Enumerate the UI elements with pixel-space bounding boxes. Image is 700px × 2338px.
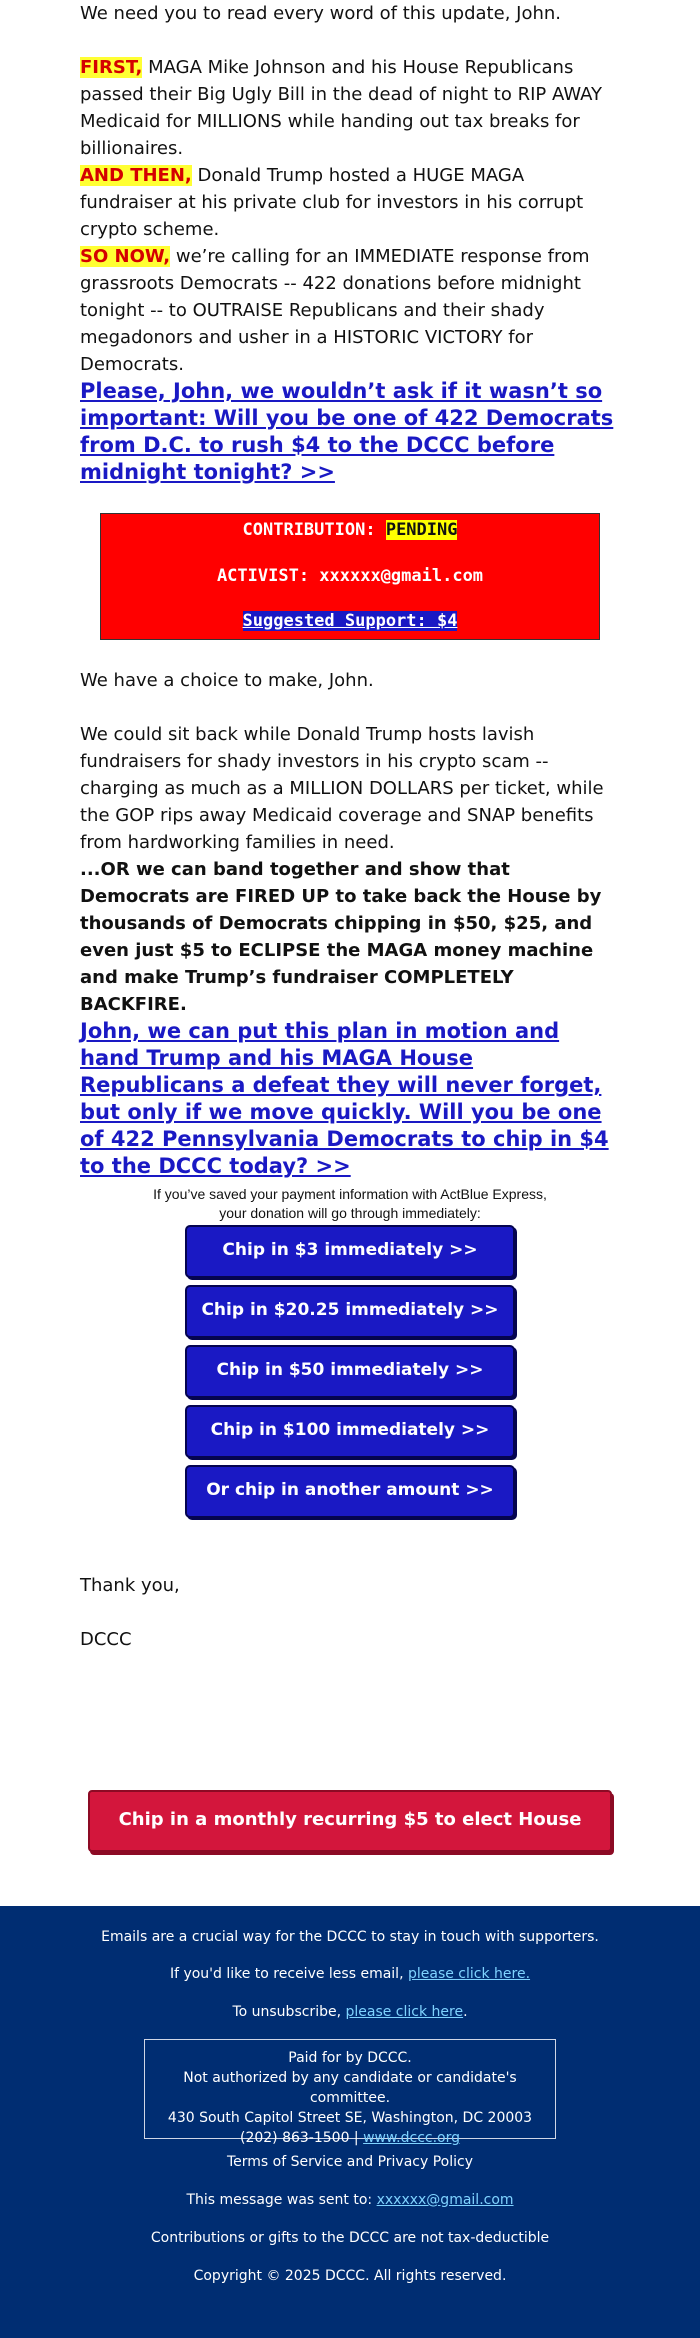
terms-privacy-link[interactable]: Terms of Service and Privacy Policy: [226, 2154, 473, 2170]
chip-50-button[interactable]: Chip in $50 immediately >>: [185, 1345, 515, 1398]
now-text: we’re calling for an IMMEDIATE response from grassroots Democrats -- 422 donations before midnight tonight -- to OUTRAISE Republicans and their shady megadonors and usher in a HISTORIC VICTORY for Democrats.: [80, 246, 590, 375]
phone-text: (202) 863-1500 |: [239, 2130, 364, 2146]
then-highlight: AND THEN,: [80, 165, 192, 186]
chip-100-button[interactable]: Chip in $100 immediately >>: [185, 1405, 515, 1458]
contribution-label: CONTRIBUTION:: [242, 520, 376, 540]
band-together-paragraph: ...OR we can band together and show that Democrats are FIRED UP to take back the House by thousands of Democrats chipping in $50, $25, and even just $5 to ECLIPSE the MAGA money machine and make Trump’s fundraiser COMPLETELY BACKFIRE.: [80, 859, 602, 1015]
recipient-email-link[interactable]: xxxxxx@gmail.com: [376, 2192, 514, 2208]
unsubscribe-period: .: [463, 2004, 468, 2020]
express-line-2: your donation will go through immediately:: [219, 1205, 481, 1221]
contribution-row: [101, 520, 599, 540]
copyright: Copyright © 2025 DCCC. All rights reserved.: [193, 2268, 507, 2284]
suggested-support-link[interactable]: Suggested Support: $4: [242, 611, 458, 631]
paid-for-box: [144, 2039, 556, 2146]
intro-paragraph: We need you to read every word of this update, John.: [80, 3, 561, 24]
choice-paragraph: We have a choice to make, John.: [80, 670, 374, 691]
first-paragraph: [80, 54, 620, 162]
sit-back-paragraph: We could sit back while Donald Trump hosts lavish fundraisers for shady investors in his crypto scam -- charging as much as a MILLION DOLLARS per ticket, while the GOP rips away Medicaid coverage and SNAP benefits from hardworking families in need.: [80, 724, 604, 853]
chip-20-25-button[interactable]: Chip in $20.25 immediately >>: [185, 1285, 515, 1338]
unsubscribe-link[interactable]: please click here: [345, 2004, 464, 2020]
not-authorized-line: Not authorized by any candidate or candidate's committee.: [183, 2070, 517, 2106]
chip-other-amount-button[interactable]: Or chip in another amount >>: [185, 1465, 515, 1518]
contact-line: [145, 2128, 555, 2148]
thanks-text: Thank you,: [80, 1575, 180, 1596]
unsubscribe-text: To unsubscribe,: [232, 2004, 346, 2020]
unsubscribe-line: [0, 2002, 700, 2022]
footer: [0, 1906, 700, 2338]
contribution-status: PENDING: [385, 520, 458, 540]
sent-to-line: [0, 2190, 700, 2210]
monthly-recurring-button[interactable]: Chip in a monthly recurring $5 to elect House Dems >>: [88, 1790, 612, 1852]
signature-text: DCCC: [80, 1629, 132, 1650]
first-text: MAGA Mike Johnson and his House Republicans passed their Big Ugly Bill in the dead of night to RIP AWAY Medicaid for MILLIONS while handing out tax breaks for billionaires.: [80, 57, 603, 159]
website-link[interactable]: www.dccc.org: [363, 2130, 461, 2146]
first-highlight: FIRST,: [80, 57, 143, 78]
donate-cta-link-1[interactable]: Please, John, we wouldn’t ask if it wasn’t so important: Will you be one of 422 Democrats from D.C. to rush $4 to the DCCC before midnight tonight? >>: [80, 379, 614, 484]
less-email-line: [0, 1964, 700, 1984]
paid-for-line: Paid for by DCCC.: [288, 2050, 412, 2066]
actblue-express-note: [0, 1185, 700, 1223]
express-line-1: If you’ve saved your payment information with ActBlue Express,: [153, 1186, 547, 1202]
then-text: Donald Trump hosted a HUGE MAGA fundraiser at his private club for investors in his corrupt crypto scheme.: [80, 165, 584, 240]
less-email-text: If you'd like to receive less email,: [169, 1966, 408, 1982]
now-paragraph: [80, 243, 620, 378]
contribution-box: [100, 513, 600, 640]
sent-to-text: This message was sent to:: [186, 2192, 377, 2208]
address-line: 430 South Capitol Street SE, Washington, DC 20003: [167, 2110, 533, 2126]
donate-cta-link-2[interactable]: John, we can put this plan in motion and hand Trump and his MAGA House Republicans a defeat they will never forget, but only if we move quickly. Will you be one of 422 Pennsylvania Democrats to chip in $4 to the DCCC today? >>: [80, 1019, 609, 1178]
footer-intro: Emails are a crucial way for the DCCC to stay in touch with supporters.: [101, 1929, 599, 1945]
now-highlight: SO NOW,: [80, 246, 171, 267]
tax-notice: Contributions or gifts to the DCCC are not tax-deductible: [150, 2230, 550, 2246]
then-paragraph: [80, 162, 620, 243]
activist-row: ACTIVIST: xxxxxx@gmail.com: [216, 566, 484, 586]
suggested-support-row[interactable]: [101, 611, 599, 631]
chip-3-button[interactable]: Chip in $3 immediately >>: [185, 1225, 515, 1278]
less-email-link[interactable]: please click here.: [407, 1966, 531, 1982]
